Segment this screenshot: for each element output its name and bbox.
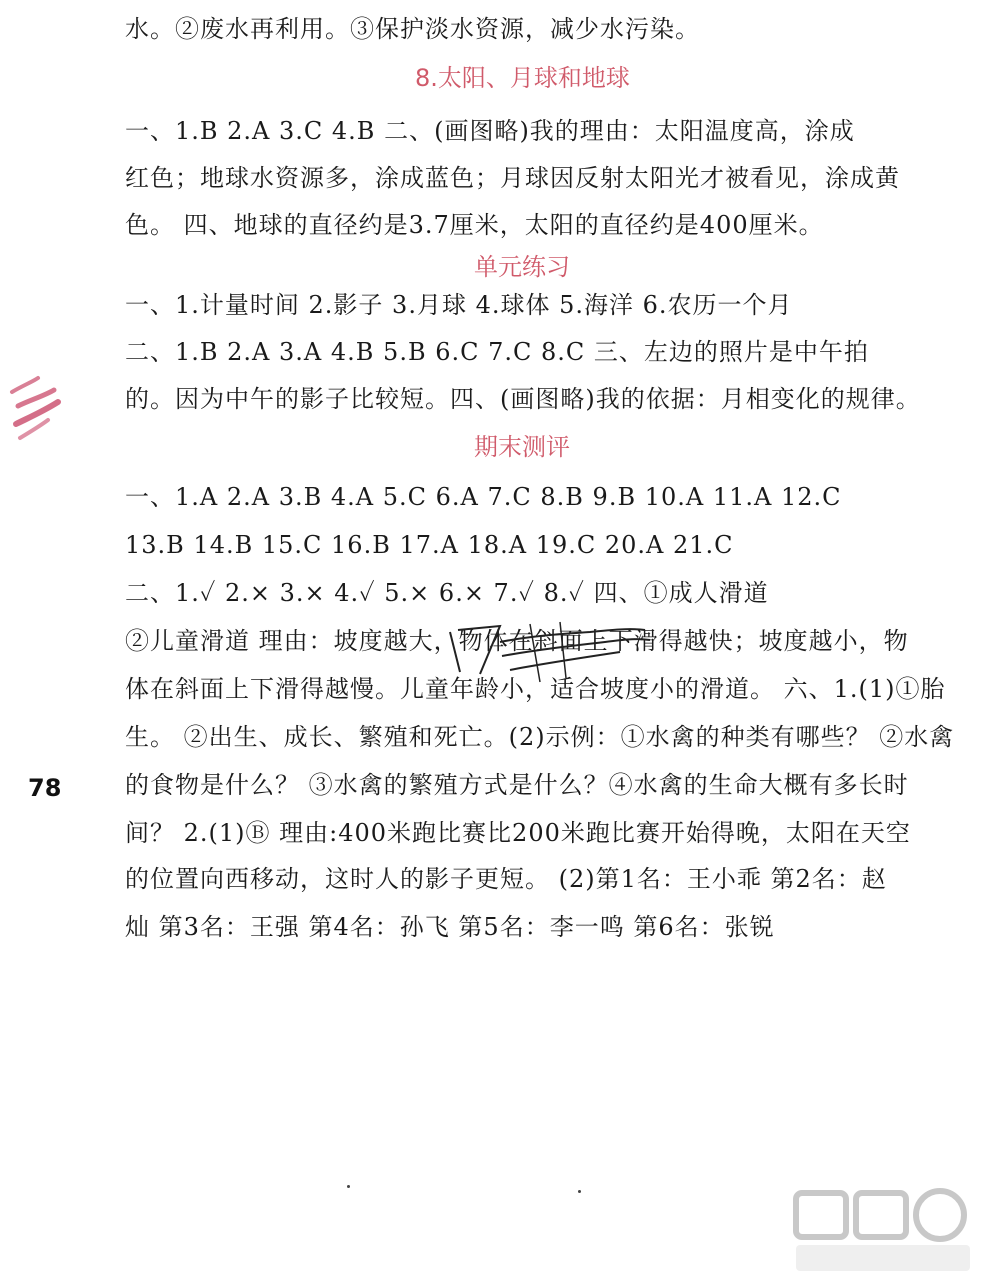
answer-line-5: 一、1.计量时间 2.影子 3.月球 4.球体 5.海洋 6.农历一个月 <box>125 291 793 319</box>
answer-line-15: 间？ 2.(1)Ⓑ 理由:400米跑比赛比200米跑比赛开始得晚，太阳在天空 <box>125 819 911 847</box>
answer-line-8: 一、1.A 2.A 3.B 4.A 5.C 6.A 7.C 8.B 9.B 10.A 11.A 12.C <box>125 483 842 511</box>
pink-highlighter-mark <box>8 372 64 446</box>
answer-line-10: 二、1.✓ 2.× 3.× 4.✓ 5.× 6.× 7.✓ 8.✓ 四、①成人滑道 <box>125 579 769 607</box>
answer-line-1: 水。②废水再利用。③保护淡水资源，减少水污染。 <box>125 15 700 43</box>
pen-scribble-mark <box>440 612 660 692</box>
answer-line-17: 灿 第3名：王强 第4名：孙飞 第5名：李一鸣 第6名：张锐 <box>125 913 775 941</box>
section-heading-unit-practice: 单元练习 <box>474 253 570 281</box>
page-number: 78 <box>28 774 62 802</box>
answer-line-2: 一、1.B 2.A 3.C 4.B 二、(画图略)我的理由：太阳温度高，涂成 <box>125 117 855 145</box>
answer-line-16: 的位置向西移动，这时人的影子更短。 (2)第1名：王小乖 第2名：赵 <box>125 865 887 893</box>
answer-line-7: 的。因为中午的影子比较短。四、(画图略)我的依据：月相变化的规律。 <box>125 385 921 413</box>
answer-line-14: 的食物是什么？ ③水禽的繁殖方式是什么？④水禽的生命大概有多长时 <box>125 771 909 799</box>
ink-dot <box>347 1185 350 1188</box>
section-heading-final-test: 期末测评 <box>474 433 570 461</box>
answer-line-4: 色。 四、地球的直径约是3.7厘米，太阳的直径约是400厘米。 <box>125 211 824 239</box>
answer-line-6: 二、1.B 2.A 3.A 4.B 5.B 6.C 7.C 8.C 三、左边的照片是中午拍 <box>125 338 869 366</box>
watermark-logo <box>788 1187 978 1277</box>
answer-line-12: 体在斜面上下滑得越慢。儿童年龄小，适合坡度小的滑道。 六、1.(1)①胎 <box>125 675 946 703</box>
ink-dot <box>578 1190 581 1193</box>
section-heading-sun-moon-earth: 8.太阳、月球和地球 <box>415 64 630 92</box>
answer-line-9: 13.B 14.B 15.C 16.B 17.A 18.A 19.C 20.A 21.C <box>125 531 734 559</box>
answer-line-3: 红色；地球水资源多，涂成蓝色；月球因反射太阳光才被看见，涂成黄 <box>125 164 900 192</box>
answer-line-11: ②儿童滑道 理由：坡度越大，物体在斜面上下滑得越快；坡度越小，物 <box>125 627 909 655</box>
answer-line-13: 生。 ②出生、成长、繁殖和死亡。(2)示例：①水禽的种类有哪些？ ②水禽 <box>125 723 955 751</box>
